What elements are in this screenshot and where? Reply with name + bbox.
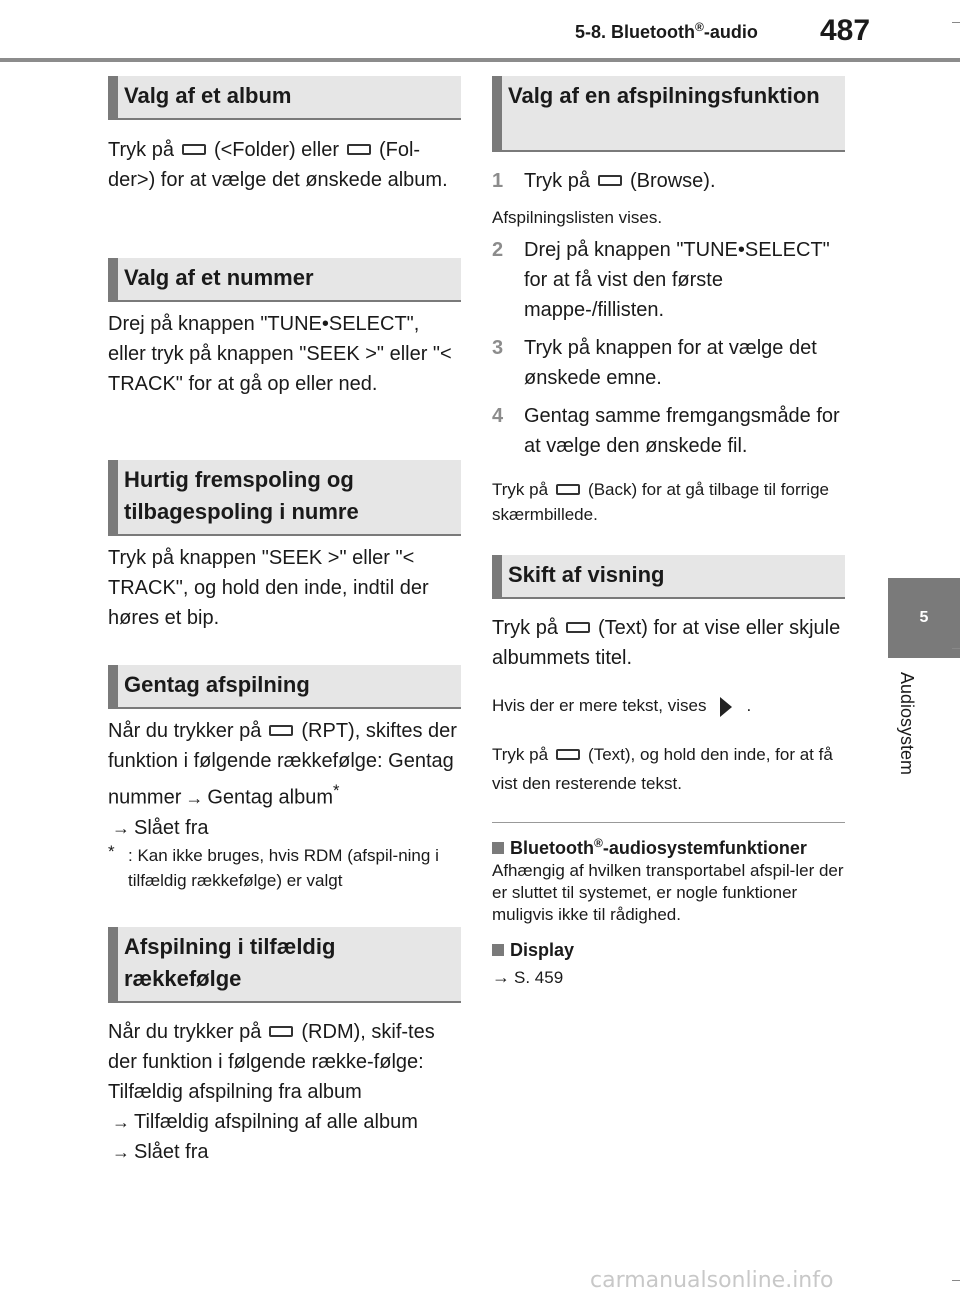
step-number: 1 — [492, 170, 504, 192]
heading-display-switch: Skift af visning — [492, 555, 845, 599]
text-button-icon — [566, 622, 590, 633]
text-button-icon — [556, 749, 580, 760]
rpt-button-icon — [269, 725, 293, 736]
sidebar-tick — [952, 22, 960, 23]
subhead-functions: Bluetooth®-audiosystemfunktioner — [492, 830, 845, 861]
step-number: 4 — [492, 405, 504, 427]
header-rule — [0, 58, 960, 62]
step-3: 3 Tryk på knappen for at vælge det ønskede emne. — [492, 333, 845, 393]
folder-forward-button-icon — [347, 144, 371, 155]
paragraph-track: Drej på knappen "TUNE•SELECT", eller tryk på knappen "SEEK >" eller "< TRACK" for at gå op eller ned. — [108, 313, 452, 395]
subhead-display: Display — [492, 937, 845, 963]
step-number: 3 — [492, 337, 504, 359]
step-1-note: Afspilningslisten vises. — [492, 208, 663, 227]
paragraph-album: Tryk på (<Folder) eller (Fol-der>) for at vælge det ønskede album. — [108, 139, 448, 191]
chapter-label: Audiosystem — [897, 672, 917, 776]
step-2: 2 Drej på knappen "TUNE•SELECT" for at få vist den første mappe-/fillisten. — [492, 235, 845, 325]
arrow-icon: → — [185, 787, 204, 808]
sidebar-tick — [952, 648, 960, 649]
rdm-button-icon — [269, 1026, 293, 1037]
heading-play-mode: Valg af en afspilningsfunktion — [492, 76, 845, 152]
more-text-note: Hvis der er mere tekst, vises . — [492, 696, 752, 715]
sidebar-tick — [952, 1280, 960, 1281]
watermark: carmanualsonline.info — [590, 1268, 834, 1293]
section-divider — [492, 822, 845, 823]
back-button-icon — [556, 484, 580, 495]
footnote-marker: * — [108, 842, 115, 861]
display-reference[interactable]: → S. 459 — [492, 967, 564, 987]
square-bullet-icon — [492, 944, 504, 956]
more-text-icon — [720, 697, 732, 717]
heading-fast-forward: Hurtig fremspoling og tilbagespoling i numre — [108, 460, 461, 536]
folder-back-button-icon — [182, 144, 206, 155]
arrow-icon: → — [112, 1142, 130, 1162]
footnote-repeat: * : Kan ikke bruges, hvis RDM (afspil-ning i tilfældig rækkefølge) er valgt — [108, 843, 461, 893]
page-header — [0, 0, 960, 62]
heading-track: Valg af et nummer — [108, 258, 461, 302]
heading-album: Valg af et album — [108, 76, 461, 120]
step-number: 2 — [492, 239, 504, 261]
paragraph-repeat: Når du trykker på (RPT), skiftes der funktion i følgende rækkefølge: Gentag nummer → Gentag album* → Slået fra — [108, 720, 457, 839]
back-note: Tryk på (Back) for at gå tilbage til forrige skærmbillede. — [492, 480, 829, 524]
browse-button-icon — [598, 175, 622, 186]
heading-repeat: Gentag afspilning — [108, 665, 461, 709]
arrow-icon: → — [112, 817, 130, 838]
chapter-tab[interactable]: 5 — [888, 578, 960, 658]
functions-text: Afhængig af hvilken transportabel afspil-ler der er sluttet til systemet, er nogle funktioner muligvis ikke til rådighed. — [492, 861, 844, 924]
paragraph-random: Når du trykker på (RDM), skif-tes der funktion i følgende række-følge: Tilfældig afspilning fra album → Tilfældig afspilning af alle album → Slået fra — [108, 1021, 435, 1163]
step-4: 4 Gentag samme fremgangsmåde for at vælge den ønskede fil. — [492, 401, 845, 461]
paragraph-fast-forward: Tryk på knappen "SEEK >" eller "< TRACK", og hold den inde, indtil der høres et bip. — [108, 547, 429, 629]
section-title: 5-8. Bluetooth®-audio — [575, 20, 758, 42]
arrow-icon: → — [112, 1112, 130, 1132]
paragraph-display-switch: Tryk på (Text) for at vise eller skjule albummets titel. — [492, 617, 841, 669]
page-number: 487 — [820, 14, 871, 47]
step-1: 1 Tryk på (Browse). — [492, 166, 845, 196]
heading-random: Afspilning i tilfældig rækkefølge — [108, 927, 461, 1003]
arrow-icon: → — [492, 967, 510, 987]
square-bullet-icon — [492, 842, 504, 854]
hold-text-note: Tryk på (Text), og hold den inde, for at få vist den resterende tekst. — [492, 745, 833, 793]
